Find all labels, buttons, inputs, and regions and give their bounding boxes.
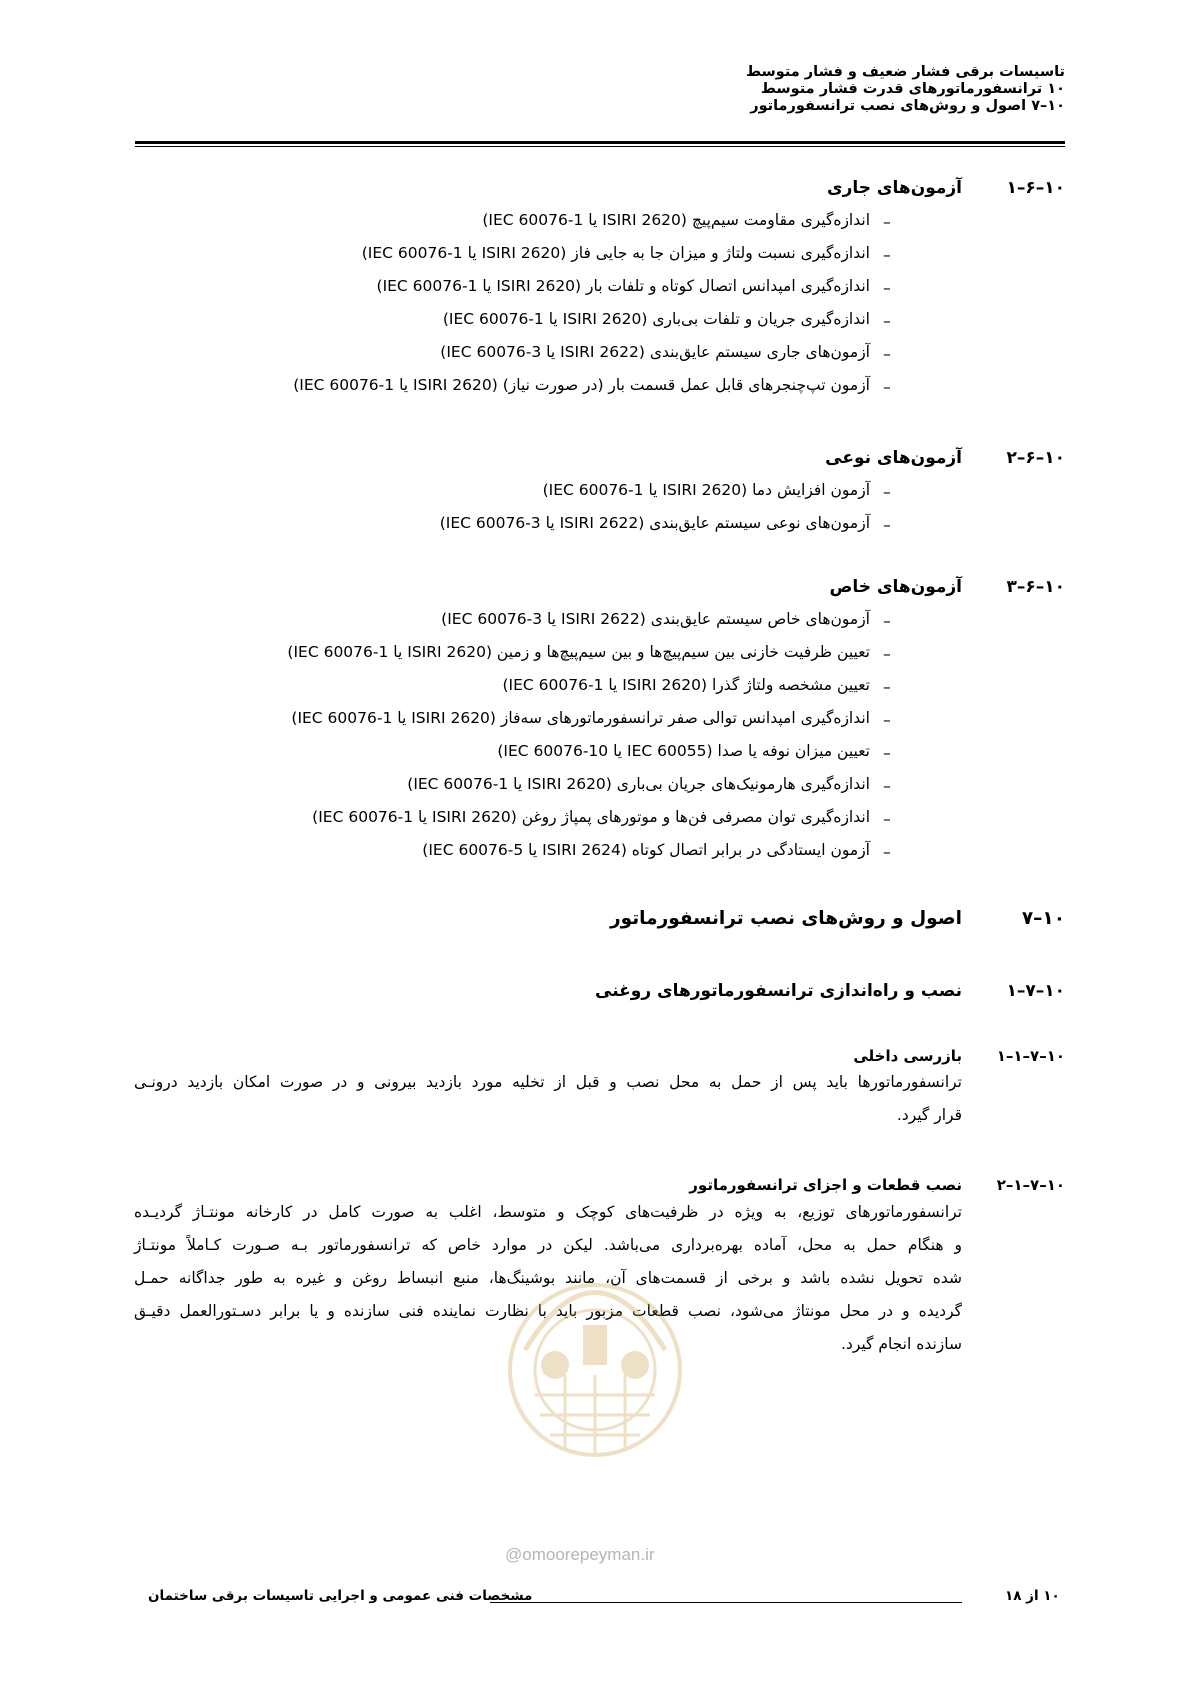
list-item: اندازه‌گیری امپدانس اتصال کوتاه و تلفات بار (ISIRI 2620 یا IEC 60076-1) bbox=[376, 277, 870, 295]
section-number: ۱۰–۶–۲ bbox=[1006, 448, 1065, 468]
chapter-title: اصول و روش‌های نصب ترانسفورماتور bbox=[609, 908, 962, 929]
bullet-dash: – bbox=[883, 810, 891, 828]
bullet-dash: – bbox=[883, 279, 891, 297]
subsection-title: نصب قطعات و اجزای ترانسفورماتور bbox=[689, 1176, 962, 1194]
section-title: نصب و راه‌اندازی ترانسفورماتورهای روغنی bbox=[595, 981, 962, 1001]
header-line-2: ۱۰ ترانسفورماتورهای قدرت فشار متوسط bbox=[760, 81, 1065, 97]
section-title: آزمون‌های خاص bbox=[829, 577, 962, 597]
bullet-dash: – bbox=[883, 678, 891, 696]
bullet-dash: – bbox=[883, 246, 891, 264]
header-rule-thin bbox=[135, 146, 1065, 147]
footer-page-number: ۱۰ از ۱۸ bbox=[1005, 1588, 1060, 1604]
header-rule-thick bbox=[135, 141, 1065, 144]
list-item: آزمون ایستادگی در برابر اتصال کوتاه (ISIRI 2624 یا IEC 60076-5) bbox=[422, 841, 870, 859]
subsection-title: بازرسی داخلی bbox=[853, 1047, 962, 1065]
list-item: آزمون‌های جاری سیستم عایق‌بندی (ISIRI 2622 یا IEC 60076-3) bbox=[440, 343, 870, 361]
list-item: آزمون افزایش دما (ISIRI 2620 یا IEC 60076-1) bbox=[542, 481, 870, 499]
paragraph-line: ترانسفورماتورهای توزیع، به ویژه در ظرفیت‌های کوچک و متوسط، اغلب به صورت کامل در کارخانه مونتـاژ گردیـده bbox=[134, 1203, 962, 1221]
section-number: ۱۰–۶–۱ bbox=[1006, 178, 1065, 198]
bullet-dash: – bbox=[883, 744, 891, 762]
section-title: آزمون‌های جاری bbox=[827, 178, 962, 198]
bullet-dash: – bbox=[883, 516, 891, 534]
paragraph-line: قرار گیرد. bbox=[896, 1106, 962, 1124]
list-item: تعیین میزان نوفه یا صدا (IEC 60055 یا IEC 60076-10) bbox=[497, 742, 870, 760]
bullet-dash: – bbox=[883, 213, 891, 231]
bullet-dash: – bbox=[883, 711, 891, 729]
list-item: اندازه‌گیری مقاومت سیم‌پیچ (ISIRI 2620 یا IEC 60076-1) bbox=[482, 211, 870, 229]
paragraph-line: شده تحویل نشده باشد و برخی از قسمت‌های آن، مانند بوشینگ‌ها، منبع انبساط روغن و غیره به طور جداگانه حمـل bbox=[134, 1269, 962, 1287]
bullet-dash: – bbox=[883, 777, 891, 795]
paragraph-line: گردیده و در محل مونتاژ می‌شود، نصب قطعات مزبور باید با نظارت نماینده فنی سازنده و یا برابر دسـتورالعمل دقیـق bbox=[134, 1302, 962, 1320]
footer-rule bbox=[490, 1602, 962, 1603]
list-item: آزمون تپ‌چنجرهای قابل عمل قسمت بار (در صورت نیاز) (ISIRI 2620 یا IEC 60076-1) bbox=[293, 376, 870, 394]
watermark-text: @omoorepeyman.ir bbox=[505, 1545, 655, 1564]
chapter-number: ۱۰–۷ bbox=[1021, 908, 1065, 929]
list-item: تعیین ظرفیت خازنی بین سیم‌پیچ‌ها و بین سیم‌پیچ‌ها و زمین (ISIRI 2620 یا IEC 60076-1) bbox=[287, 643, 870, 661]
section-number: ۱۰–۷–۱ bbox=[1006, 981, 1065, 1001]
paragraph-internal-inspection bbox=[134, 1066, 962, 1132]
list-item: اندازه‌گیری نسبت ولتاژ و میزان جا به جایی فاز (ISIRI 2620 یا IEC 60076-1) bbox=[361, 244, 870, 262]
header-line-3: ۱۰–۷ اصول و روش‌های نصب ترانسفورماتور bbox=[750, 98, 1065, 114]
bullet-dash: – bbox=[883, 378, 891, 396]
bullet-dash: – bbox=[883, 645, 891, 663]
list-item: آزمون‌های نوعی سیستم عایق‌بندی (ISIRI 2622 یا IEC 60076-3) bbox=[439, 514, 870, 532]
watermark-seal-logo bbox=[495, 1255, 695, 1465]
bullet-dash: – bbox=[883, 612, 891, 630]
subsection-number: ۱۰–۷–۱–۲ bbox=[996, 1176, 1065, 1194]
paragraph-line: سازنده انجام گیرد. bbox=[840, 1335, 962, 1353]
section-title: آزمون‌های نوعی bbox=[825, 448, 962, 468]
list-item: اندازه‌گیری جریان و تلفات بی‌باری (ISIRI 2620 یا IEC 60076-1) bbox=[442, 310, 870, 328]
section-number: ۱۰–۶–۳ bbox=[1006, 577, 1065, 597]
bullet-dash: – bbox=[883, 345, 891, 363]
bullet-dash: – bbox=[883, 843, 891, 861]
paragraph-line: و هنگام حمل به محل، آماده بهره‌برداری می‌باشد. لیکن در موارد خاص که ترانسفورماتور بـه صـورت کـاملاً مونتـاژ bbox=[134, 1236, 962, 1254]
list-item: آزمون‌های خاص سیستم عایق‌بندی (ISIRI 2622 یا IEC 60076-3) bbox=[441, 610, 870, 628]
paragraph-line: ترانسفورماتورها باید پس از حمل به محل نصب و قبل از تخلیه مورد بازدید بیرونی و در صورت امکان بازدید درونـی bbox=[134, 1073, 962, 1091]
list-item: اندازه‌گیری توان مصرفی فن‌ها و موتورهای پمپاژ روغن (ISIRI 2620 یا IEC 60076-1) bbox=[312, 808, 870, 826]
running-header bbox=[125, 64, 1065, 115]
list-item: اندازه‌گیری هارمونیک‌های جریان بی‌باری (ISIRI 2620 یا IEC 60076-1) bbox=[407, 775, 870, 793]
header-line-1: تاسیسات برقی فشار ضعیف و فشار متوسط bbox=[745, 64, 1065, 80]
list-item: تعیین مشخصه ولتاژ گذرا (ISIRI 2620 یا IEC 60076-1) bbox=[502, 676, 870, 694]
subsection-number: ۱۰–۷–۱–۱ bbox=[996, 1047, 1065, 1065]
bullet-dash: – bbox=[883, 483, 891, 501]
list-item: اندازه‌گیری امپدانس توالی صفر ترانسفورماتورهای سه‌فاز (ISIRI 2620 یا IEC 60076-1) bbox=[291, 709, 870, 727]
bullet-dash: – bbox=[883, 312, 891, 330]
footer-document-title: مشخصات فنی عمومی و اجرایی تاسیسات برقی ساختمان bbox=[148, 1588, 533, 1604]
